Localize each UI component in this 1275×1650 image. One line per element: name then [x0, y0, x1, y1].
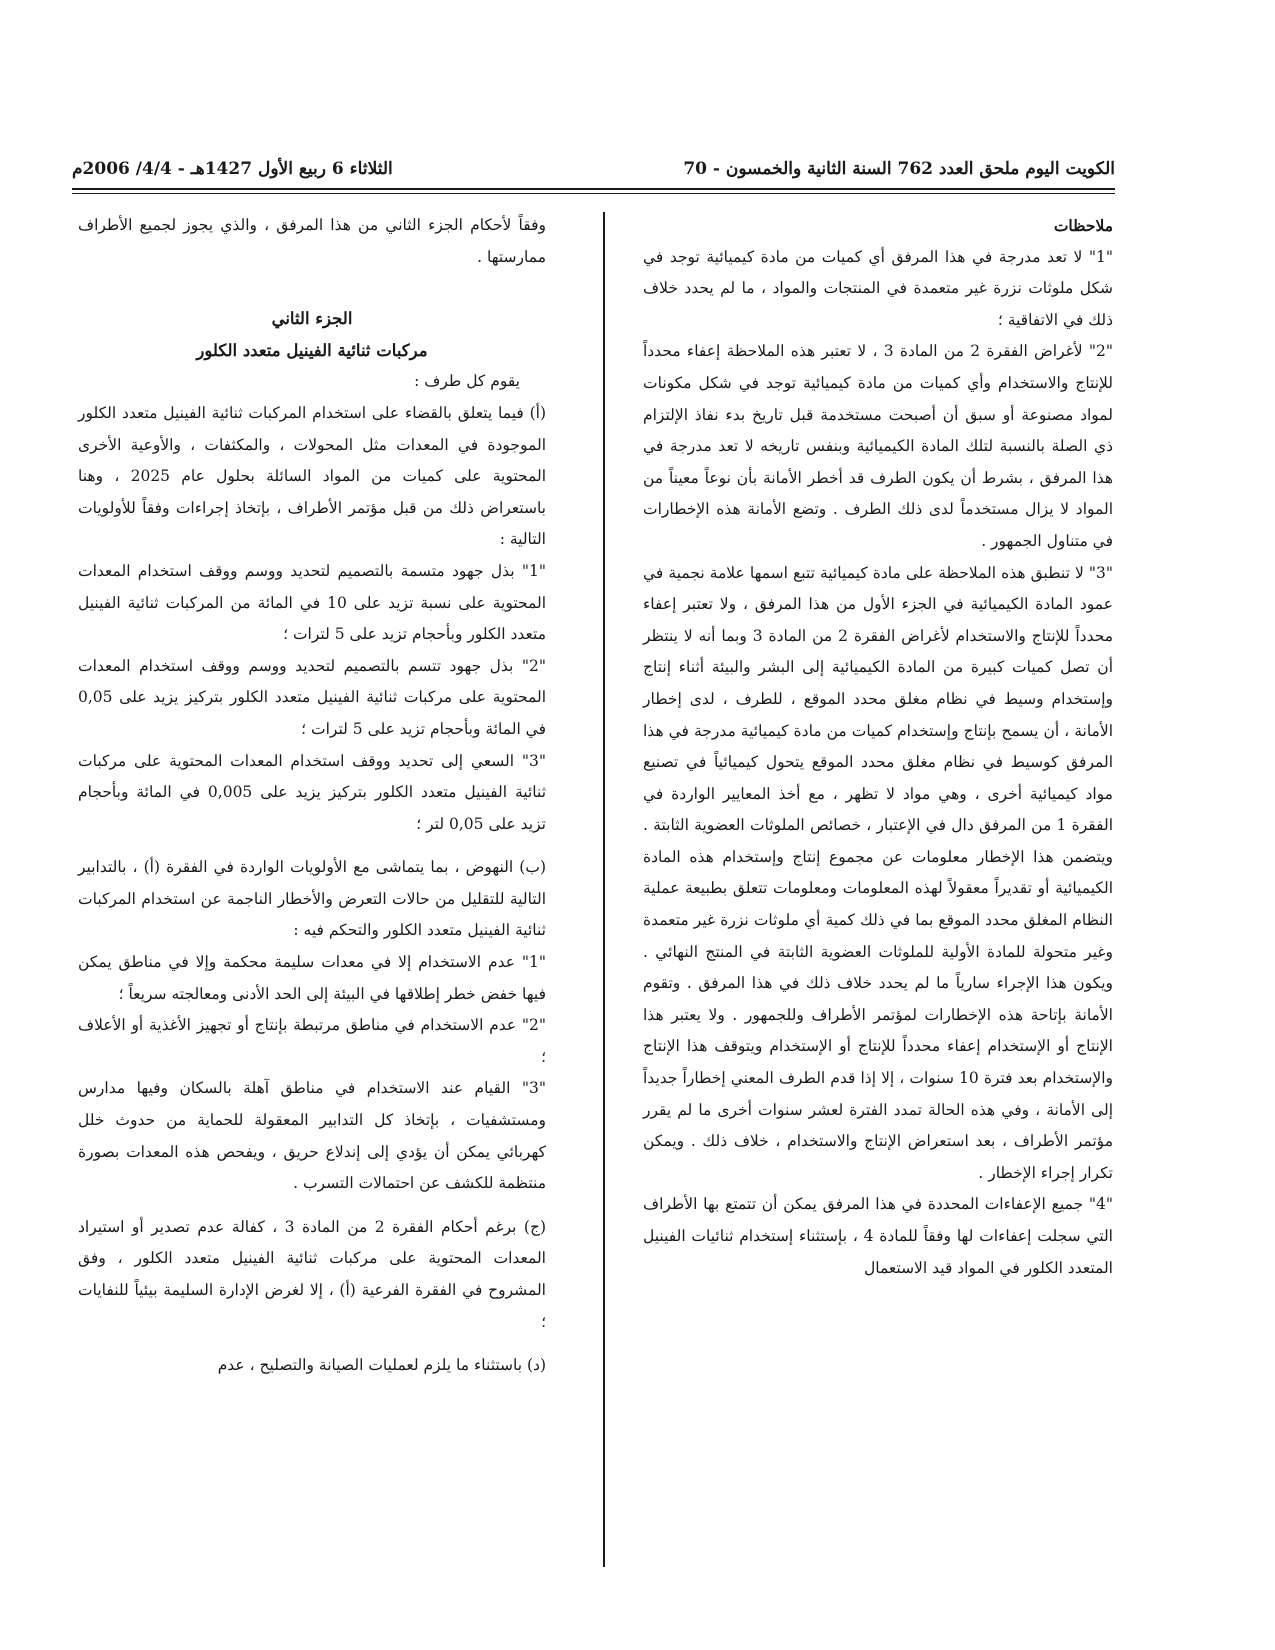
paragraph-a-item-1: "1" بذل جهود متسمة بالتصميم لتحديد ووسم ووقف استخدام المعدات المحتوية على نسبة تزيد على 10 في المائة من المركبات ثنائية الفينيل متعدد الكلور وبأحجام تزيد على 5 لترات ؛ — [78, 561, 546, 644]
paragraph-d: (د) باستثناء ما يلزم لعمليات الصيانة والتصليح ، عدم — [217, 1356, 546, 1375]
left-column — [78, 210, 546, 1382]
paragraph-a: (أ) فيما يتعلق بالقضاء على استخدام المركبات ثنائية الفينيل متعدد الكلور الموجودة في المعدات مثل المحولات ، والمكثفات ، والأوعية الأخرى المحتوية على كميات من المواد السائلة بحلول عام 2025 ، وهنا باستعراض ذلك من قبل مؤتمر الأطراف ، بإتخاذ إجراءات وفقاً للأولويات التالية : — [78, 403, 547, 549]
header-publication: الكويت اليوم ملحق العدد 762 السنة الثانية والخمسون - 70 — [683, 159, 1115, 179]
part-title: الجزء الثاني — [271, 309, 353, 329]
note-3: "3" لا تنطبق هذه الملاحظة على مادة كيميائية تتبع اسمها علامة نجمية في عمود المادة الكيميائية في الجزء الأول من هذا المرفق ، ولا تعتبر إعفاء محدداً للإنتاج والاستخدام لأغراض الفقرة 2 من المادة 3 وبما أنه لا ينتظر أن تصل كميات كبيرة من المادة الكيميائية إلى البشر والبيئة أثناء إنتاج وإستخدام وسيط في نظام مغلق محدد الموقع ، للطرف ، لدى إخطار الأمانة ، أن يسمح بإنتاج وإستخدام كميات من مادة كيميائية مدرجة في هذا المرفق كوسيط في نظام مغلق محدد الموقع يتحول كيميائياً في تصنيع مواد كيميائية أخرى ، وهي مواد لا تظهر ، مع أخذ المعايير الواردة في الفقرة 1 من المرفق دال في الإعتبار ، خصائص الملوثات العضوية الثابتة . ويتضمن هذا الإخطار معلومات عن مجموع إنتاج وإستخدام هذه المادة الكيميائية أو تقديراً معقولاً لهذه المعلومات ومعلومات تتعلق بطبيعة عملية النظام المغلق محدد الموقع بما في ذلك كمية أي ملوثات نزرة غير متعمدة وغير متحولة للمادة الأولية للملوثات العضوية الثابتة في المنتج النهائي . ويكون هذا الإجراء سارياً ما لم يحدد خلاف ذلك في هذا المرفق . وتقوم الأمانة بإتاحة هذه الإخطارات لمؤتمر الأطراف وللجمهور . ولا يعتبر هذا الإنتاج أو الإستخدام إعفاء محدداً للإنتاج أو الإستخدام ويتوقف هذا الإنتاج والإستخدام بعد فترة 10 سنوات ، إلا إذا قدم الطرف المعني إخطاراً جديداً إلى الأمانة ، وفي هذه الحالة تمدد الفترة لعشر سنوات أخرى ما لم يقرر مؤتمر الأطراف ، بعد استعراض الإنتاج والاستخدام ، خلاف ذلك . ويمكن تكرار إجراء الإخطار . — [643, 563, 1114, 1182]
page-header — [72, 152, 1115, 186]
lead-text: يقوم كل طرف : — [414, 372, 520, 391]
right-column — [643, 210, 1113, 1284]
paragraph-b: (ب) النهوض ، بما يتماشى مع الأولويات الواردة في الفقرة (أ) ، بالتدابير التالية للتقليل من حالات التعرض والأخطار الناجمة عن استخدام المركبات ثنائية الفينيل متعدد الكلور والتحكم فيه : — [78, 858, 546, 940]
paragraph-c: (ج) برغم أحكام الفقرة 2 من المادة 3 ، كفالة عدم تصدير أو استيراد المعدات المحتوية على مركبات ثنائية الفينيل متعدد الكلور ، وفق المشروح في الفقرة الفرعية (أ) ، إلا لغرض الإدارة السليمة بيئياً للنفايات ؛ — [78, 1217, 547, 1331]
notes-heading: ملاحظات — [1053, 216, 1113, 235]
note-2: "2" لأغراض الفقرة 2 من المادة 3 ، لا تعتبر هذه الملاحظة إعفاء محدداً للإنتاج والاستخدام وأي كميات من مادة كيميائية توجد في شكل مكونات لمواد مصنوعة أو سبق أن أصبحت مستخدمة قبل تاريخ بدء نفاذ الإلتزام ذي الصلة بالنسبة لتلك المادة الكيميائية وبنفس تاريخه لا تعد مدرجة في هذا المرفق ، بشرط أن يكون الطرف قد أخطر الأمانة بأن نوعاً معيناً من المواد لا يزال مستخدماً لدى ذلك الطرف . وتضع الأمانة هذه الإخطارات في متناول الجمهور . — [643, 342, 1113, 550]
paragraph-a-item-2: "2" بذل جهود تتسم بالتصميم لتحديد ووسم ووقف استخدام المعدات المحتوية على مركبات ثنائية الفينيل متعدد الكلور بتركيز يزيد على 0,05 في المائة وبأحجام تزيد على 5 لترات ؛ — [78, 656, 546, 738]
part-subtitle: مركبات ثنائية الفينيل متعدد الكلور — [196, 340, 428, 360]
paragraph-b-item-1: "1" عدم الاستخدام إلا في معدات سليمة محكمة وإلا في مناطق يمكن فيها خفض خطر إطلاقها في البيئة إلى الحد الأدنى ومعالجته سريعاً ؛ — [78, 953, 546, 1003]
header-rule — [72, 188, 1115, 190]
note-4: "4" جميع الإعفاءات المحددة في هذا المرفق يمكن أن تتمتع بها الأطراف التي سجلت إعفاءات لها وفقاً للمادة 4 ، بإستثناء إستخدام ثنائيات الفينيل المتعدد الكلور في المواد قيد الاستعمال — [643, 1195, 1113, 1277]
note-1: "1" لا تعد مدرجة في هذا المرفق أي كميات من مادة كيميائية توجد في شكل ملوثات نزرة غير متعمدة في المنتجات والمواد ، ما لم يحدد خلاف ذلك في الاتفاقية ؛ — [643, 247, 1113, 329]
paragraph-b-item-3: "3" القيام عند الاستخدام في مناطق آهلة بالسكان وفيها مدارس ومستشفيات ، بإتخاذ كل التدابير المعقولة للحماية من حدوث خلل كهربائي يمكن أن يؤدي إلى إندلاع حريق ، ويفحص هذه المعدات بصورة منتظمة للكشف عن احتمالات التسرب . — [78, 1079, 546, 1193]
paragraph-b-item-2: "2" عدم الاستخدام في مناطق مرتبطة بإنتاج أو تجهيز الأغذية أو الأعلاف ؛ — [78, 1016, 546, 1066]
header-date: الثلاثاء 6 ربيع الأول 1427هـ - 4/4/ 2006م — [72, 159, 393, 179]
header-rule-thin — [72, 193, 1115, 194]
paragraph-a-item-3: "3" السعي إلى تحديد ووقف استخدام المعدات المحتوية على مركبات ثنائية الفينيل متعدد الكلور بتركيز يزيد على 0,005 في المائة وبأحجام تزيد على 0,05 لتر ؛ — [78, 751, 547, 833]
intro-text: وفقاً لأحكام الجزء الثاني من هذا المرفق ، والذي يجوز لجميع الأطراف ممارستها . — [78, 216, 546, 266]
column-divider — [603, 212, 605, 1567]
